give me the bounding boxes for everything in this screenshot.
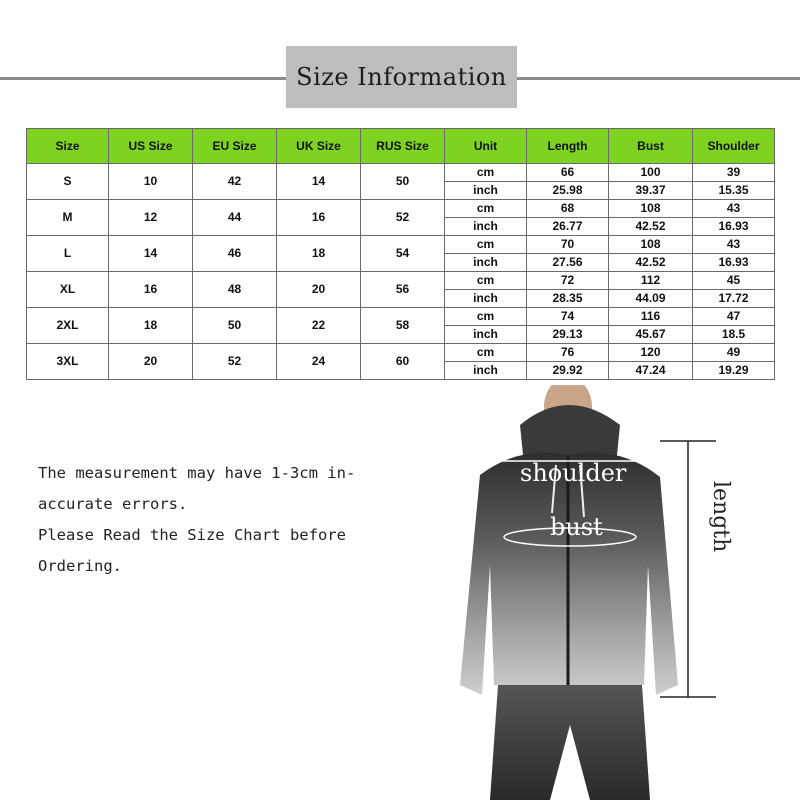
table-row [27,200,775,218]
uk-size-cell: 22 [277,308,361,344]
shoulder-cell: 18.5 [693,326,775,344]
length-cell: 29.13 [527,326,609,344]
bust-cell: 42.52 [609,218,693,236]
uk-size-cell: 20 [277,272,361,308]
jacket-figure [420,385,800,800]
bust-cell: 120 [609,344,693,362]
column-header: EU Size [193,129,277,164]
size-cell: M [27,200,109,236]
shoulder-cell: 16.93 [693,218,775,236]
note-line: The measurement may have 1-3cm in- [38,464,356,482]
eu-size-cell: 46 [193,236,277,272]
unit-cell: cm [445,200,527,218]
column-header: Unit [445,129,527,164]
rus-size-cell: 50 [361,164,445,200]
bust-cell: 45.67 [609,326,693,344]
size-cell: 3XL [27,344,109,380]
bust-cell: 42.52 [609,254,693,272]
column-header: Shoulder [693,129,775,164]
eu-size-cell: 52 [193,344,277,380]
unit-cell: inch [445,182,527,200]
shoulder-cell: 47 [693,308,775,326]
bust-label: bust [550,513,603,541]
length-cell: 66 [527,164,609,182]
table-row [27,272,775,290]
column-header: RUS Size [361,129,445,164]
shoulder-cell: 43 [693,236,775,254]
shoulder-cell: 19.29 [693,362,775,380]
size-cell: XL [27,272,109,308]
length-cell: 29.92 [527,362,609,380]
bust-cell: 108 [609,236,693,254]
pants-shape [490,685,650,800]
eu-size-cell: 42 [193,164,277,200]
note-line: Ordering. [38,557,122,575]
shoulder-label: shoulder [520,459,627,487]
us-size-cell: 16 [109,272,193,308]
unit-cell: cm [445,164,527,182]
unit-cell: inch [445,290,527,308]
bust-cell: 116 [609,308,693,326]
unit-cell: inch [445,326,527,344]
shoulder-cell: 45 [693,272,775,290]
shoulder-cell: 39 [693,164,775,182]
rus-size-cell: 56 [361,272,445,308]
column-header: Length [527,129,609,164]
bust-cell: 39.37 [609,182,693,200]
size-cell: S [27,164,109,200]
unit-cell: cm [445,272,527,290]
uk-size-cell: 18 [277,236,361,272]
shoulder-cell: 17.72 [693,290,775,308]
jacket-illustration [420,385,800,800]
length-label: length [708,481,733,553]
table-header-row [27,129,775,164]
us-size-cell: 18 [109,308,193,344]
length-cell: 70 [527,236,609,254]
size-table [26,128,775,380]
measurement-note [38,458,378,582]
uk-size-cell: 16 [277,200,361,236]
table-row [27,164,775,182]
size-cell: L [27,236,109,272]
header-title-box [286,46,517,108]
us-size-cell: 12 [109,200,193,236]
length-cell: 72 [527,272,609,290]
bust-cell: 44.09 [609,290,693,308]
uk-size-cell: 24 [277,344,361,380]
shoulder-cell: 49 [693,344,775,362]
us-size-cell: 20 [109,344,193,380]
bust-cell: 112 [609,272,693,290]
shoulder-cell: 16.93 [693,254,775,272]
bust-cell: 100 [609,164,693,182]
us-size-cell: 14 [109,236,193,272]
rus-size-cell: 52 [361,200,445,236]
column-header: US Size [109,129,193,164]
shoulder-cell: 43 [693,200,775,218]
length-cell: 25.98 [527,182,609,200]
table-row [27,344,775,362]
rus-size-cell: 58 [361,308,445,344]
eu-size-cell: 50 [193,308,277,344]
unit-cell: cm [445,344,527,362]
uk-size-cell: 14 [277,164,361,200]
length-cell: 28.35 [527,290,609,308]
us-size-cell: 10 [109,164,193,200]
eu-size-cell: 44 [193,200,277,236]
column-header: Size [27,129,109,164]
length-cell: 26.77 [527,218,609,236]
rus-size-cell: 54 [361,236,445,272]
table-row [27,308,775,326]
unit-cell: cm [445,236,527,254]
table-row [27,236,775,254]
column-header: UK Size [277,129,361,164]
unit-cell: cm [445,308,527,326]
length-cell: 74 [527,308,609,326]
eu-size-cell: 48 [193,272,277,308]
length-cell: 76 [527,344,609,362]
length-cell: 27.56 [527,254,609,272]
rus-size-cell: 60 [361,344,445,380]
unit-cell: inch [445,362,527,380]
page-title: Size Information [296,63,507,91]
bust-cell: 108 [609,200,693,218]
size-cell: 2XL [27,308,109,344]
bust-cell: 47.24 [609,362,693,380]
note-line: accurate errors. [38,495,188,513]
column-header: Bust [609,129,693,164]
length-cell: 68 [527,200,609,218]
shoulder-cell: 15.35 [693,182,775,200]
note-line: Please Read the Size Chart before [38,526,346,544]
unit-cell: inch [445,218,527,236]
unit-cell: inch [445,254,527,272]
